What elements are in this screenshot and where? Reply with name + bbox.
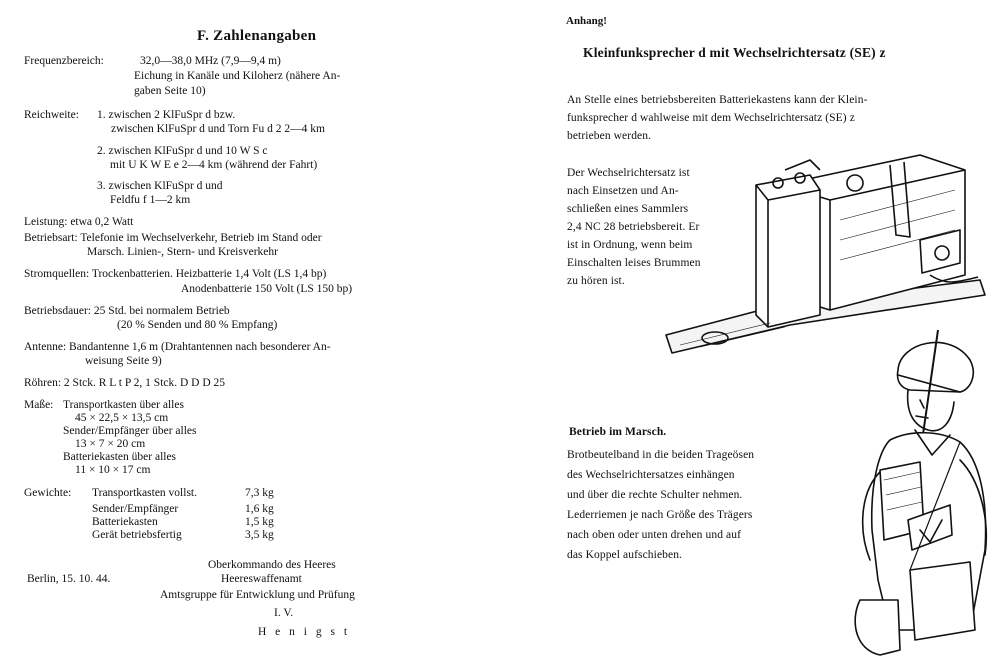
gewicht-value: 7,3 kg [245, 487, 274, 499]
antenne-line2: weisung Seite 9) [85, 355, 162, 367]
page-title-right: Kleinfunksprecher d mit Wechselrichtersatz (SE) z [583, 45, 886, 60]
strom-line1: Stromquellen: Trockenbatterien. Heizbatterie 1,4 Volt (LS 1,4 bp) [24, 268, 327, 280]
leistung: Leistung: etwa 0,2 Watt [24, 216, 134, 228]
p3-line: und über die rechte Schulter nehmen. [567, 489, 743, 501]
p2-line: ist in Ordnung, wenn beim [567, 239, 693, 251]
footer-hwa: Heereswaffenamt [221, 573, 302, 585]
soldier-illustration [820, 330, 998, 660]
dauer-line2: (20 % Senden und 80 % Empfang) [117, 319, 278, 331]
p3-line: des Wechselrichtersatzes einhängen [567, 469, 735, 481]
p2-line: schließen eines Sammlers [567, 203, 689, 215]
p2-line: Einschalten leises Brummen [567, 257, 701, 269]
masse-l5: Batteriekasten über alles [63, 451, 177, 463]
freq-cont1: Eichung in Kanäle und Kiloherz (nähere An- [134, 70, 341, 82]
freq-value: 32,0—38,0 MHz (7,9—9,4 m) [140, 55, 281, 67]
p2-line: Der Wechselrichtersatz ist [567, 167, 690, 179]
reich-l4: mit U K W E e 2—4 km (während der Fahrt) [110, 159, 318, 171]
reich-l2: zwischen KlFuSpr d und Torn Fu d 2 2—4 km [111, 123, 325, 135]
p3-line: Brotbeutelband in die beiden Trageösen [567, 449, 755, 461]
gewicht-value: 1,5 kg [245, 516, 274, 528]
footer-signature: H e n i g s t [258, 626, 351, 638]
p3-line: das Koppel aufschieben. [567, 549, 683, 561]
roehren: Röhren: 2 Stck. R L t P 2, 1 Stck. D D D 25 [24, 377, 226, 389]
p2-line: zu hören ist. [567, 275, 625, 287]
antenne-line1: Antenne: Bandantenne 1,6 m (Drahtantennen nach besonderer An- [24, 341, 331, 353]
freq-cont2: gaben Seite 10) [134, 85, 206, 97]
gewicht-name: Sender/Empfänger [92, 503, 179, 515]
gewicht-name: Gerät betriebsfertig [92, 529, 182, 541]
footer-amt: Amtsgruppe für Entwicklung und Prüfung [160, 589, 355, 601]
reich-l5: 3. zwischen KlFuSpr d und [97, 180, 223, 192]
gewicht-name: Transportkasten vollst. [92, 487, 197, 499]
p3-line: nach oben oder unten drehen und auf [567, 529, 742, 541]
reich-l1: 1. zwischen 2 KlFuSpr d bzw. [97, 109, 236, 121]
dauer-line1: Betriebsdauer: 25 Std. bei normalem Betrieb [24, 305, 230, 317]
page-title-left: F. Zahlenangaben [197, 28, 317, 44]
gewicht-value: 1,6 kg [245, 503, 274, 515]
gewichte-label: Gewichte: [24, 487, 72, 499]
p3-title: Betrieb im Marsch. [569, 426, 667, 438]
gewicht-name: Batteriekasten [92, 516, 158, 528]
anhang-label: Anhang! [566, 15, 607, 27]
betriebsart-line1: Betriebsart: Telefonie im Wechselverkehr, Betrieb im Stand oder [24, 232, 322, 244]
p1-line: funksprecher d wahlweise mit dem Wechselrichtersatz (SE) z [567, 112, 855, 124]
reich-label: Reichweite: [24, 109, 79, 121]
p1-line: betrieben werden. [567, 130, 652, 142]
p1-line: An Stelle eines betriebsbereiten Batteriekastens kann der Klein- [567, 94, 868, 106]
masse-l2: 45 × 22,5 × 13,5 cm [75, 412, 169, 424]
gewicht-value: 3,5 kg [245, 529, 274, 541]
masse-l1: Transportkasten über alles [63, 399, 184, 411]
reich-l6: Feldfu f 1—2 km [110, 194, 191, 206]
p3-line: Lederriemen je nach Größe des Trägers [567, 509, 753, 521]
p2-line: 2,4 NC 28 betriebsbereit. Er [567, 221, 700, 233]
masse-l3: Sender/Empfänger über alles [63, 425, 197, 437]
betriebsart-line2: Marsch. Linien-, Stern- und Kreisverkehr [87, 246, 278, 258]
footer-date: Berlin, 15. 10. 44. [27, 573, 111, 585]
reich-l3: 2. zwischen KlFuSpr d und 10 W S c [97, 145, 268, 157]
masse-l6: 11 × 10 × 17 cm [75, 464, 151, 476]
freq-label: Frequenzbereich: [24, 55, 104, 67]
footer-iv: I. V. [274, 607, 294, 619]
masse-label: Maße: [24, 399, 54, 411]
strom-line2: Anodenbatterie 150 Volt (LS 150 bp) [181, 283, 353, 295]
p2-line: nach Einsetzen und An- [567, 185, 679, 197]
footer-okh: Oberkommando des Heeres [208, 559, 336, 571]
masse-l4: 13 × 7 × 20 cm [75, 438, 146, 450]
